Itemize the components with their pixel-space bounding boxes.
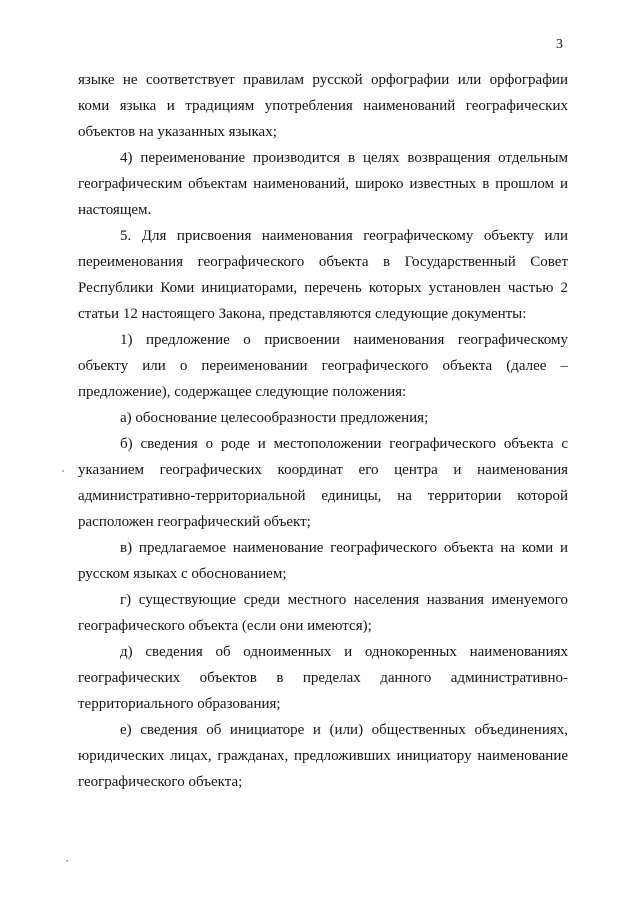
text-line: 1) предложение о присвоении наименования географическому bbox=[120, 332, 568, 348]
page-number: 3 bbox=[556, 37, 563, 52]
text-line: географических объектов в пределах данного административно- bbox=[78, 670, 568, 686]
paragraph-subitem-v bbox=[78, 535, 568, 587]
text-line: в) предлагаемое наименование географического объекта на коми и bbox=[120, 540, 568, 556]
paragraph-continuation bbox=[78, 67, 568, 145]
text-line: языке не соответствует правилам русской орфографии или орфографии bbox=[78, 72, 568, 88]
text-line: юридических лицах, гражданах, предложивших инициатору наименование bbox=[78, 748, 568, 764]
text-line: переименования географического объекта в Государственный Совет bbox=[78, 254, 568, 270]
text-line: территориального образования; bbox=[78, 696, 281, 712]
text-line: статьи 12 настоящего Закона, представляются следующие документы: bbox=[78, 306, 527, 322]
text-line: географического объекта (если они имеются); bbox=[78, 618, 372, 634]
paragraph-subitem-a bbox=[78, 405, 568, 431]
scan-speck bbox=[62, 470, 64, 472]
text-line: б) сведения о роде и местоположении географического объекта с bbox=[120, 436, 568, 452]
text-line: предложение), содержащее следующие положения: bbox=[78, 384, 407, 400]
text-line: объектов на указанных языках; bbox=[78, 124, 277, 140]
paragraph-point-5 bbox=[78, 223, 568, 327]
document-body bbox=[78, 67, 568, 795]
paragraph-subitem-g bbox=[78, 587, 568, 639]
text-line: настоящем. bbox=[78, 202, 152, 218]
paragraph-subitem-d bbox=[78, 639, 568, 717]
text-line: указанием географических координат его центра и наименования bbox=[78, 462, 568, 478]
text-line: русском языках с обоснованием; bbox=[78, 566, 287, 582]
text-line: а) обоснование целесообразности предложения; bbox=[120, 410, 429, 426]
paragraph-item-1 bbox=[78, 327, 568, 405]
paragraph-item-4 bbox=[78, 145, 568, 223]
text-line: 4) переименование производится в целях возвращения отдельным bbox=[120, 150, 568, 166]
text-line: г) существующие среди местного населения названия именуемого bbox=[120, 592, 568, 608]
text-line: Республики Коми инициаторами, перечень которых установлен частью 2 bbox=[78, 280, 568, 296]
text-line: объекту или о переименовании географического объекта (далее – bbox=[78, 358, 568, 374]
text-line: географическим объектам наименований, широко известных в прошлом и bbox=[78, 176, 568, 192]
text-line: административно-территориальной единицы, на территории которой bbox=[78, 488, 568, 504]
scan-speck bbox=[66, 860, 68, 862]
text-line: е) сведения об инициаторе и (или) общественных объединениях, bbox=[120, 722, 568, 738]
text-line: д) сведения об одноименных и однокоренных наименованиях bbox=[120, 644, 568, 660]
paragraph-subitem-e bbox=[78, 717, 568, 795]
text-line: коми языка и традициям употребления наименований географических bbox=[78, 98, 568, 114]
text-line: 5. Для присвоения наименования географическому объекту или bbox=[120, 228, 568, 244]
paragraph-subitem-b bbox=[78, 431, 568, 535]
text-line: расположен географический объект; bbox=[78, 514, 311, 530]
text-line: географического объекта; bbox=[78, 774, 243, 790]
